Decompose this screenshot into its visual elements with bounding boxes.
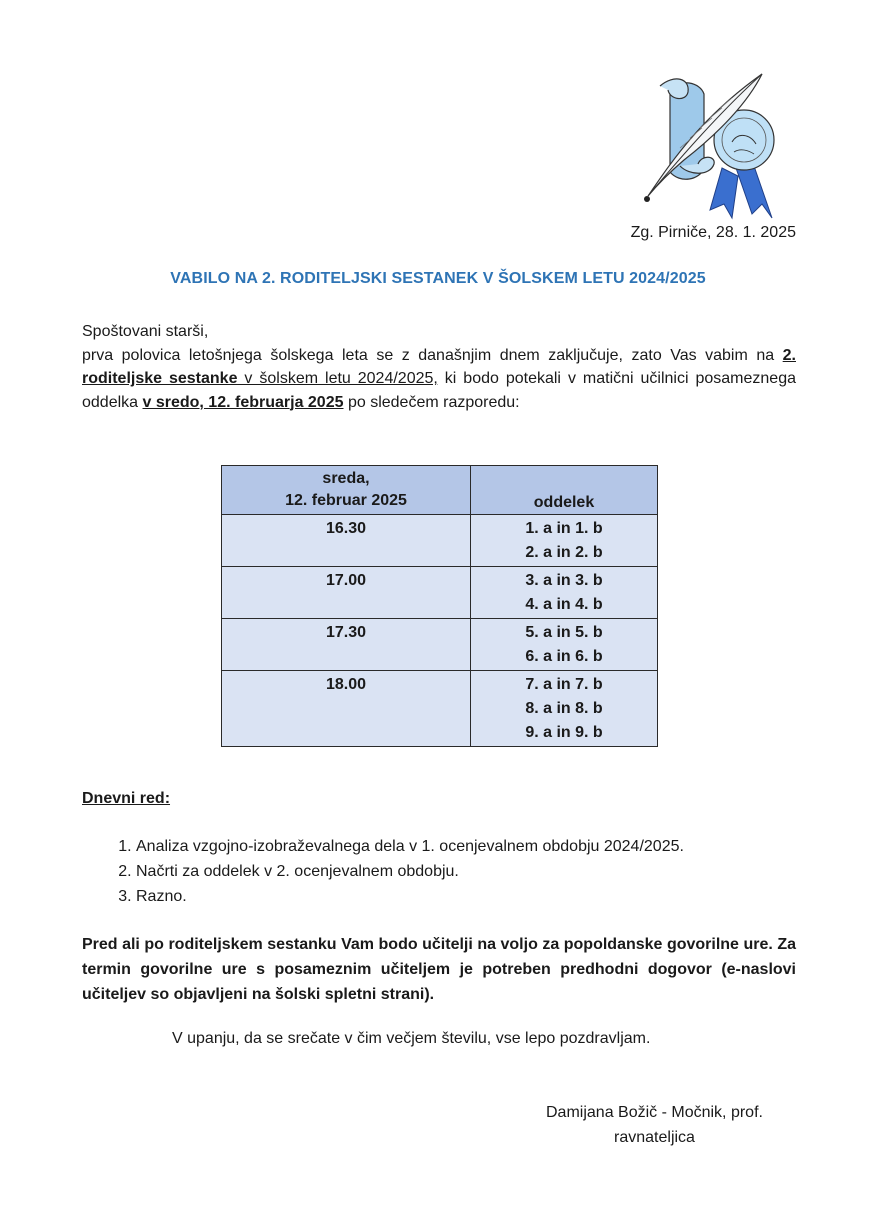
class-entry: 6. a in 6. b — [525, 648, 603, 665]
class-cell — [471, 671, 658, 747]
intro-text-a: prva polovica letošnjega šolskega leta se z današnjim dnem zaključuje, zato Vas vabim na — [82, 346, 783, 364]
signature-name: Damijana Božič - Močnik, prof. — [546, 1104, 763, 1121]
signature-role: ravnateljica — [614, 1129, 695, 1146]
agenda-title: Dnevni red: — [82, 790, 171, 807]
intro-text-d: ki bodo potekali v matični učilnici posameznega oddelka — [82, 370, 797, 411]
class-entry: 4. a in 4. b — [525, 596, 603, 613]
class-entry: 7. a in 7. b — [525, 676, 603, 693]
class-cell — [471, 567, 658, 619]
class-cell — [471, 619, 658, 671]
class-entry: 2. a in 2. b — [525, 544, 603, 561]
class-entry: 8. a in 8. b — [525, 700, 603, 717]
intro-school-year: v šolskem letu 2024/2025, — [237, 370, 438, 387]
intro-meetings-emphasis: 2. roditeljske sestanke — [82, 346, 796, 387]
table-row — [222, 671, 658, 747]
signature-block — [546, 1100, 763, 1150]
class-entry: 5. a in 5. b — [525, 624, 603, 641]
class-cell — [471, 515, 658, 567]
closing-greeting: V upanju, da se srečate v čim večjem številu, vse lepo pozdravljam. — [172, 1030, 651, 1047]
time-cell: 17.00 — [222, 567, 471, 619]
schedule-header-row — [222, 466, 658, 515]
class-entry: 1. a in 1. b — [525, 520, 603, 537]
time-cell: 18.00 — [222, 671, 471, 747]
table-row — [222, 515, 658, 567]
class-entry: 9. a in 9. b — [525, 724, 603, 741]
intro-text-f: po sledečem razporedu: — [343, 393, 520, 411]
header-date: 12. februar 2025 — [285, 492, 407, 509]
agenda-item: 1. Analiza vzgojno-izobraževalnega dela v 1. ocenjevalnem obdobju 2024/2025. — [136, 834, 684, 859]
table-row — [222, 619, 658, 671]
class-entry: 3. a in 3. b — [525, 572, 603, 589]
document-title: VABILO NA 2. RODITELJSKI SESTANEK V ŠOLSKEM LETU 2024/2025 — [170, 270, 706, 287]
schedule-header-date — [222, 466, 471, 515]
agenda-item: 3. Razno. — [136, 884, 684, 909]
date-line: Zg. Pirniče, 28. 1. 2025 — [630, 224, 796, 241]
schedule-header-class: oddelek — [471, 466, 658, 515]
time-cell: 17.30 — [222, 619, 471, 671]
salutation: Spoštovani starši, — [82, 323, 209, 340]
table-row — [222, 567, 658, 619]
school-logo-icon — [640, 68, 780, 220]
consultation-note: Pred ali po roditeljskem sestanku Vam bodo učitelji na voljo za popoldanske govorilne ure. Za termin govorilne ure s posameznim učiteljem je potreben predhodni dogovor (e-naslovi učiteljev so objavljeni na šolski spletni strani). — [82, 936, 796, 1003]
agenda-item: 2. Načrti za oddelek v 2. ocenjevalnem obdobju. — [136, 859, 684, 884]
agenda-list — [84, 834, 684, 909]
schedule-table — [221, 465, 658, 747]
header-day: sreda, — [322, 470, 370, 487]
intro-section — [82, 320, 796, 414]
intro-date-emphasis: v sredo, 12. februarja 2025 — [142, 393, 344, 411]
intro-paragraph — [82, 344, 796, 415]
time-cell: 16.30 — [222, 515, 471, 567]
